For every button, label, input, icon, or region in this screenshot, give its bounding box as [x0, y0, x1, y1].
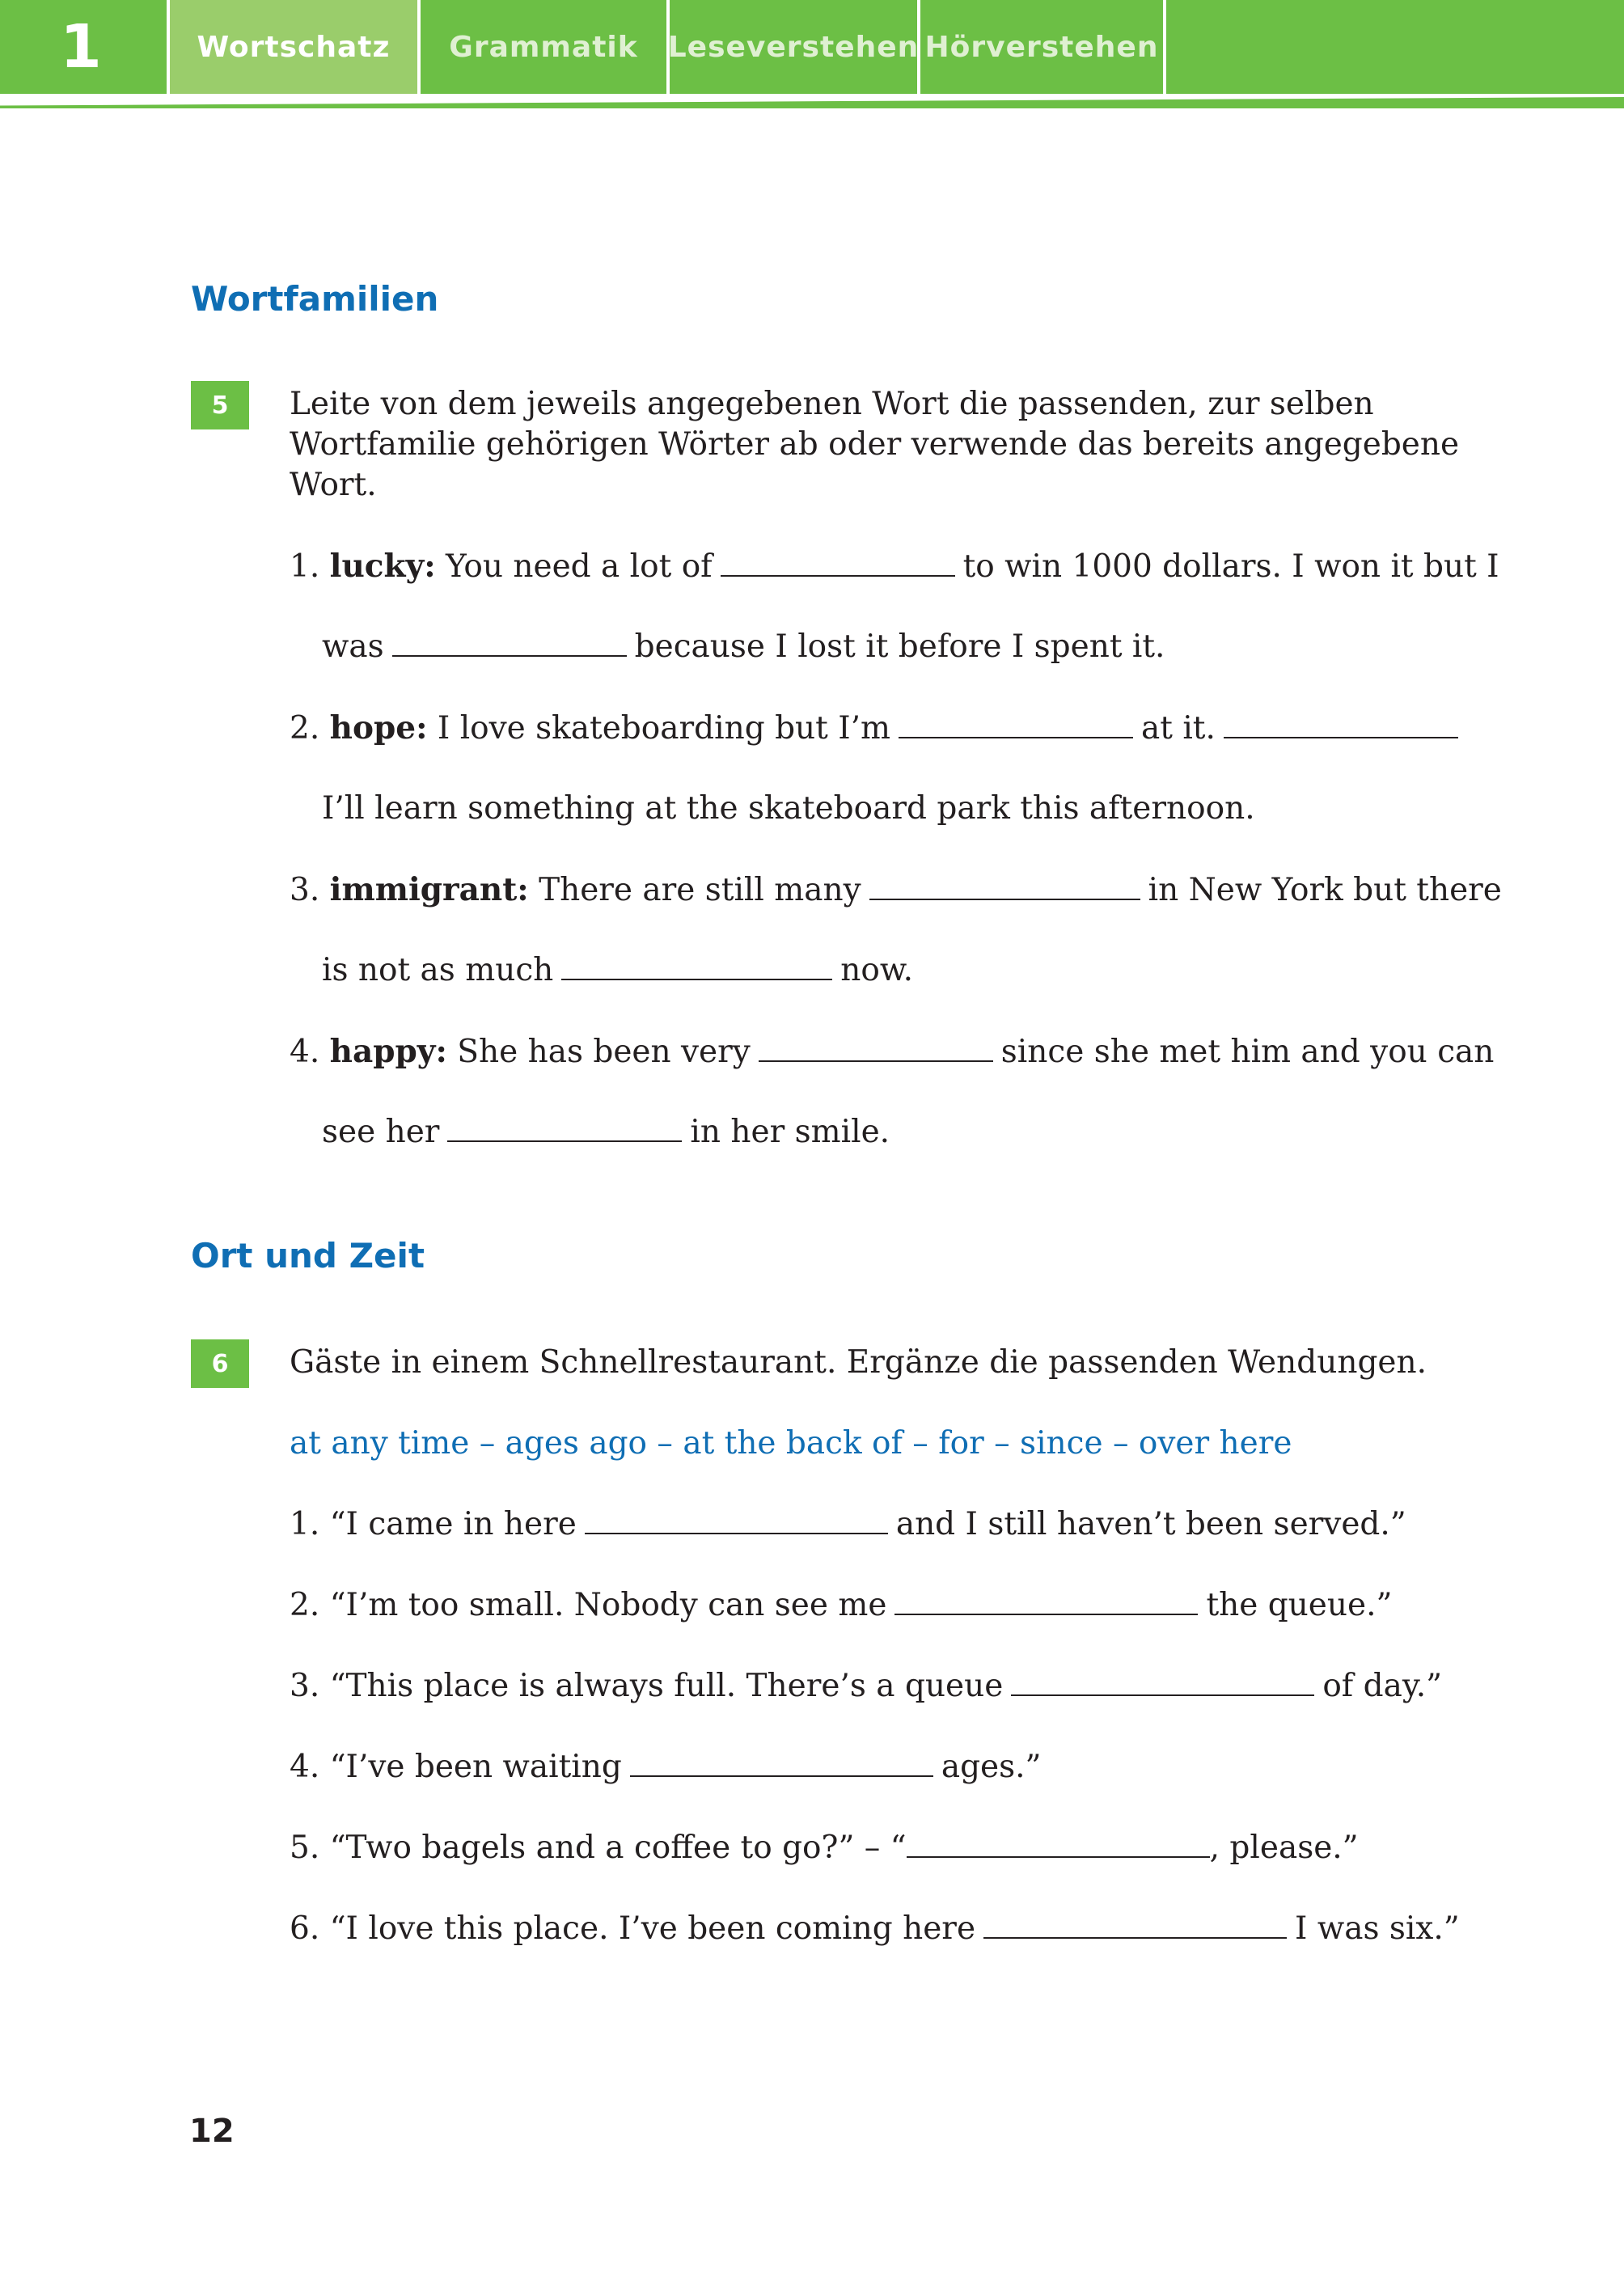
item-text: in New York but there	[1148, 872, 1502, 908]
exercise-item	[290, 1584, 1438, 1627]
exercise-item-continuation	[322, 626, 1470, 668]
exercise-item	[290, 1746, 1438, 1788]
item-number: 1.	[290, 548, 320, 585]
item-keyword: lucky:	[329, 548, 436, 585]
instruction-line-2: Wortfamilie gehörigen Wörter ab oder verwende das bereits angegebene	[290, 426, 1460, 463]
instruction-line: Gäste in einem Schnellrestaurant. Ergänze die passenden Wendungen.	[290, 1344, 1427, 1381]
item-keyword: hope:	[329, 709, 428, 747]
item-text: the queue.”	[1206, 1587, 1393, 1623]
item-text: You need a lot of	[446, 548, 713, 585]
exercise-item	[290, 545, 1499, 588]
item-keyword: happy:	[329, 1033, 447, 1070]
tab-grammatik[interactable]: Grammatik	[417, 0, 666, 94]
exercise-item-continuation	[322, 1111, 1470, 1153]
exercise-badge-6: 6	[191, 1339, 249, 1388]
item-text: and I still haven’t been served.”	[895, 1506, 1406, 1542]
exercise-item	[290, 707, 1438, 750]
item-text: in her smile.	[690, 1114, 890, 1150]
tab-hoerverstehen[interactable]: Hörverstehen	[917, 0, 1166, 94]
item-text: because I lost it before I spent it.	[634, 628, 1165, 665]
instruction-line-3: Wort.	[290, 467, 377, 503]
blank-field[interactable]	[721, 551, 955, 577]
header-divider-white	[0, 94, 1624, 97]
blank-field[interactable]	[869, 874, 1140, 900]
item-text: 3. “This place is always full. There’s a queue	[290, 1668, 1004, 1704]
item-keyword: immigrant:	[329, 871, 529, 908]
exercise-item	[290, 869, 1502, 912]
item-text: see her	[322, 1114, 440, 1150]
instruction-line-1: Leite von dem jeweils angegebenen Wort die passenden, zur selben	[290, 386, 1374, 422]
exercise-item	[290, 1030, 1495, 1073]
exercise-item	[290, 1665, 1443, 1707]
section-title-ort-und-zeit: Ort und Zeit	[191, 1236, 425, 1276]
item-text: I’ll learn something at the skateboard park this afternoon.	[322, 790, 1255, 827]
chapter-number: 1	[60, 12, 102, 82]
blank-field[interactable]	[1224, 713, 1458, 738]
item-text: She has been very	[457, 1034, 751, 1070]
item-text: 5. “Two bagels and a coffee to go?” – “	[290, 1830, 907, 1866]
page-number: 12	[189, 2113, 235, 2150]
blank-field[interactable]	[561, 954, 832, 980]
exercise-item-continuation	[322, 950, 1470, 992]
item-number: 3.	[290, 872, 320, 908]
blank-field[interactable]	[894, 1589, 1198, 1615]
blank-field[interactable]	[1011, 1670, 1314, 1696]
item-text: 6. “I love this place. I’ve been coming here	[290, 1910, 976, 1947]
blank-field[interactable]	[983, 1913, 1287, 1939]
item-text: of day.”	[1322, 1668, 1443, 1704]
item-text: was	[322, 628, 384, 665]
tab-wortschatz[interactable]: Wortschatz	[167, 0, 417, 94]
exercise-badge-5: 5	[191, 381, 249, 429]
item-number: 2.	[290, 710, 320, 747]
item-text: to win 1000 dollars. I won it but I	[962, 548, 1499, 585]
exercise-item	[290, 1827, 1438, 1869]
item-text: since she met him and you can	[1000, 1034, 1495, 1070]
blank-field[interactable]	[392, 631, 627, 657]
item-text: I love skateboarding but I’m	[437, 710, 891, 747]
chapter-header-bar	[0, 0, 1624, 94]
item-text: I was six.”	[1295, 1910, 1460, 1947]
item-number: 4.	[290, 1034, 320, 1070]
item-text: is not as much	[322, 952, 554, 988]
blank-field[interactable]	[907, 1832, 1210, 1858]
item-text: 2. “I’m too small. Nobody can see me	[290, 1587, 887, 1623]
blank-field[interactable]	[585, 1508, 888, 1534]
item-text: There are still many	[539, 872, 861, 908]
exercise-item	[290, 1504, 1438, 1546]
item-text: ages.”	[941, 1749, 1042, 1785]
blank-field[interactable]	[630, 1751, 933, 1777]
item-text: at it.	[1141, 710, 1216, 747]
exercise-item	[290, 1908, 1460, 1950]
section-title-wortfamilien: Wortfamilien	[191, 279, 439, 319]
word-bank: at any time – ages ago – at the back of – for – since – over here	[290, 1425, 1292, 1462]
item-text: now.	[840, 952, 914, 988]
item-text: 4. “I’ve been waiting	[290, 1749, 622, 1785]
blank-field[interactable]	[447, 1116, 682, 1142]
blank-field[interactable]	[759, 1036, 993, 1062]
item-text: 1. “I came in here	[290, 1506, 577, 1542]
header-divider-green	[0, 97, 1624, 108]
blank-field[interactable]	[899, 713, 1133, 738]
exercise-item-continuation	[322, 788, 1470, 830]
item-text: , please.”	[1209, 1830, 1359, 1866]
tab-leseverstehen[interactable]: Leseverstehen	[666, 0, 917, 94]
